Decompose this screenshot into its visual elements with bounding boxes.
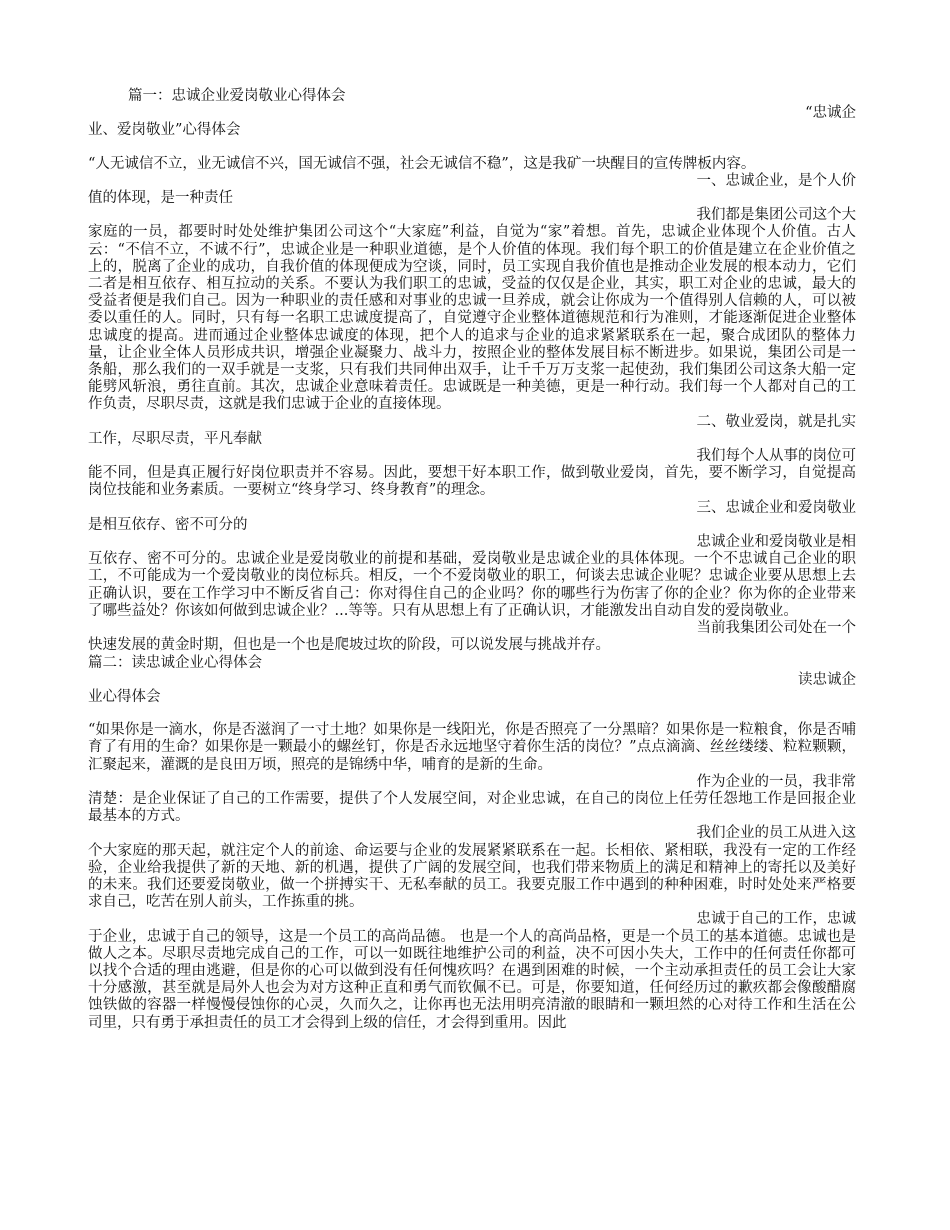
section2-title: 篇二：读忠诚企业心得体会 [88,654,262,671]
section2-paragraph-2-body: 清楚：是企业保证了自己的工作需要，提供了个人发展空间，对企业忠诚，在自己的岗位上任劳任怨地工作是回报企业最基本的方式。 [88,790,856,825]
spacer [88,140,856,156]
heading-3-right: 三、忠诚企业和爱岗敬业 [696,499,856,516]
section2-subtitle-right: 读忠诚企 [798,671,856,688]
paragraph-2-body: 能不同，但是真正履行好岗位职责并不容易。因此，要想干好本职工作，做到敬业爱岗，首先，要不断学习，自觉提高岗位技能和业务素质。一要树立“终身学习、终身教育”的理念。 [88,465,856,499]
section1-subtitle-cont: 业、爱岗敬业”心得体会 [88,122,241,139]
document-page [88,88,856,1032]
heading-2-cont: 工作，尽职尽责，平凡奉献 [88,430,262,447]
section1-subtitle-right: “忠诚企 [805,105,856,122]
section2-paragraph-4-body: 于企业，忠诚于自己的领导，这是一个员工的高尚品德。 也是一个人的高尚品格，更是一个员工的基本道德。忠诚也是做人之本。尽职尽责地完成自己的工作，可以一如既往地维护公司的利益，决不可因小失大，工作中的任何责任你都可以找个合适的理由逃避，但是你的心可以做到没有任何愧疚吗？在遇到困难的时候，一个主动承担责任的员工会让大家十分感激，甚至就是局外人也会为对方这种正直和勇气而钦佩不已。可是，你要知道，任何经历过的歉疚都会像酸醋腐蚀铁做的容器一样慢慢侵蚀你的心灵，久而久之，让你再也无法用明亮清澈的眼睛和一颗坦然的心对待工作和生活在公司里，只有勇于承担责任的员工才会得到上级的信任，才会得到重用。因此 [88,928,856,1031]
section1-title: 篇一：忠诚企业爱岗敬业心得体会 [128,88,346,104]
heading-1-cont: 值的体现，是一种责任 [88,190,233,207]
section2-paragraph-2-right: 作为企业的一员，我非常 [696,773,856,790]
heading-1-right: 一、忠诚企业，是个人价 [696,172,856,189]
paragraph-3-right: 忠诚企业和爱岗敬业是相 [696,534,856,551]
section1-quote: “人无诚信不立，业无诚信不兴，国无诚信不强，社会无诚信不稳”，这是我矿一块醒目的宣传牌板内容。 [88,155,756,172]
paragraph-2-right: 我们每个人从事的岗位可 [696,448,856,465]
paragraph-4-right: 当前我集团公司处在一个 [696,620,856,637]
section2-paragraph-1: “如果你是一滴水，你是否滋润了一寸土地？如果你是一线阳光，你是否照亮了一分黑暗？如果你是一粒粮食，你是否哺育了有用的生命？如果你是一颗最小的螺丝钉，你是否永远地坚守着你生活的岗位？”点点滴滴、丝丝缕缕、粒粒颗颗，汇聚起来，灌溉的是良田万顷，照亮的是锦绣中华，哺育的是新的生命。 [88,722,856,773]
spacer [88,706,856,722]
section2-subtitle-cont: 业心得体会 [88,688,161,705]
heading-3-cont: 是相互依存、密不可分的 [88,516,248,533]
paragraph-3-body: 互依存、密不可分的。忠诚企业是爱岗敬业的前提和基础，爱岗敬业是忠诚企业的具体体现。一个不忠诚自己企业的职工，不可能成为一个爱岗敬业的岗位标兵。相反，一个不爱岗敬业的职工，何谈去忠诚企业呢？忠诚企业要从思想上去正确认识，要在工作学习中不断反省自己：你对得住自己的企业吗？你的哪些行为伤害了你的企业？你为你的企业带来了哪些益处？你该如何做到忠诚企业？...等等。只有从思想上有了正确认识，才能激发出自动自发的爱岗敬业。 [88,551,856,619]
paragraph-1-body: 家庭的一员，都要时时处处维护集团公司这个“大家庭”利益，自觉为“家”着想。首先，忠诚企业体现个人价值。古人云：“不信不立，不诚不行”，忠诚企业是一种职业道德，是个人价值的体现。我们每个职工的价值是建立在企业价值之上的，脱离了企业的成功，自我价值的体现便成为空谈，同时，员工实现自我价值也是推动企业发展的根本动力，它们二者是相互依存、相互拉动的关系。不要认为我们职工的忠诚，受益的仅仅是企业，其实，职工对企业的忠诚，最大的受益者便是我们自己。因为一种职业的责任感和对事业的忠诚一旦养成，就会让你成为一个值得别人信赖的人，可以被委以重任的人。同时，只有每一名职工忠诚度提高了，自觉遵守企业整体道德规范和行为准则，才能逐渐促进企业整体忠诚度的提高。进而通过企业整体忠诚度的体现，把个人的追求与企业的追求紧紧联系在一起，聚合成团队的整体力量，让企业全体人员形成共识，增强企业凝聚力、战斗力，按照企业的整体发展目标不断进步。如果说，集团公司是一条船，那么我们的一双手就是一支浆，只有我们共同伸出双手，让千千万万支浆一起使劲，我们集团公司这条大船一定能劈风斩浪，勇往直前。其次，忠诚企业意味着责任。忠诚既是一种美德，更是一种行动。我们每一个人都对自己的工作负责，尽职尽责，这就是我们忠诚于企业的直接体现。 [88,224,856,413]
section2-paragraph-3-body: 个大家庭的那天起，就注定个人的前途、命运要与企业的发展紧紧联系在一起。长相依、紧相联，我没有一定的工作经验，企业给我提供了新的天地、新的机遇，提供了广阔的发展空间，也我们带来物质上的满足和精神上的寄托以及美好的未来。我们还要爱岗敬业，做一个拼搏实干、无私奉献的员工。我要克服工作中遇到的种种困难，时时处处来严格要求自己，吃苦在别人前头，工作拣重的挑。 [88,842,856,911]
section2-paragraph-4-right: 忠诚于自己的工作，忠诚 [696,911,856,928]
section2-paragraph-3-right: 我们企业的员工从进入这 [696,825,856,842]
paragraph-4-body: 快速发展的黄金时期，但也是一个也是爬坡过坎的阶段，可以说发展与挑战并存。 [88,637,610,654]
heading-2-right: 二、敬业爱岗，就是扎实 [696,413,856,430]
paragraph-1-right: 我们都是集团公司这个大 [696,207,856,224]
